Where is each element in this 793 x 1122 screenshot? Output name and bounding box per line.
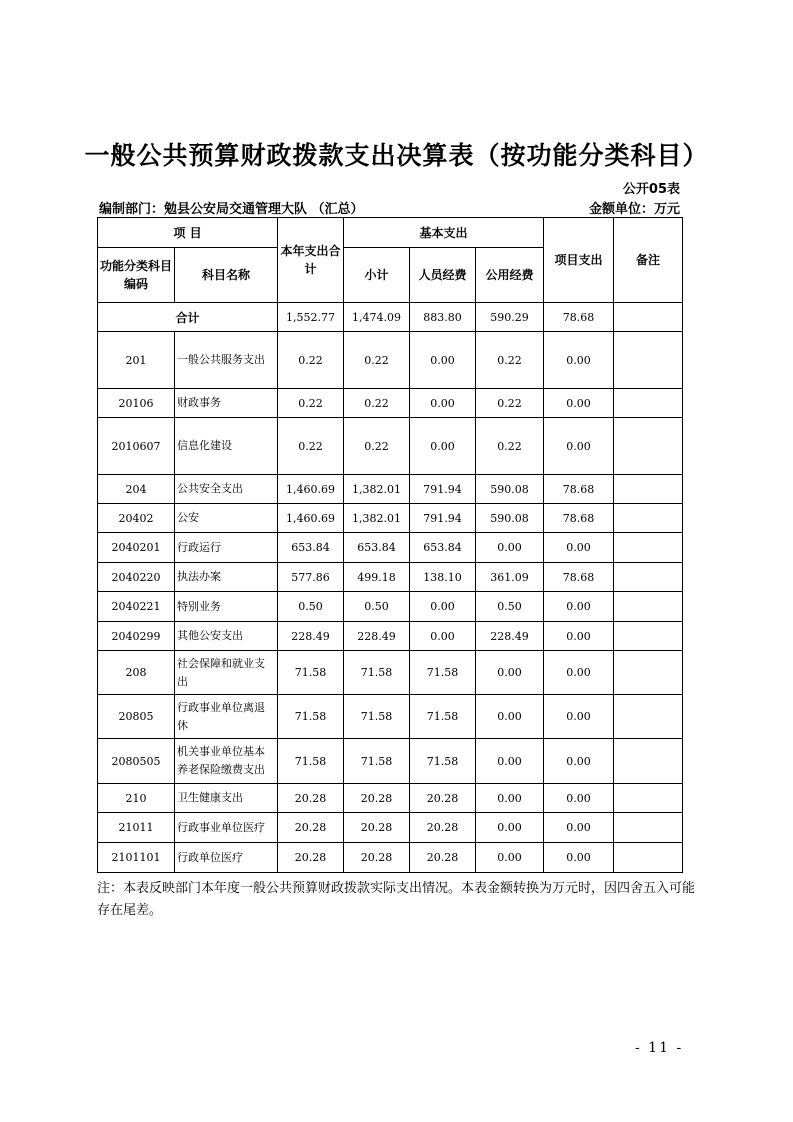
total-cell: 20.28 [278, 843, 344, 873]
header-project: 项目支出 [544, 218, 614, 303]
public-cell: 0.22 [476, 389, 544, 418]
code-cell: 2040221 [98, 592, 175, 622]
subtotal-cell: 71.58 [344, 695, 410, 739]
header-code: 功能分类科目编码 [98, 248, 175, 303]
subtotal-cell: 0.22 [344, 389, 410, 418]
public-cell: 0.00 [476, 813, 544, 843]
code-cell: 204 [98, 475, 175, 504]
personnel-cell: 20.28 [410, 843, 476, 873]
project-cell: 0.00 [544, 843, 614, 873]
code-cell: 210 [98, 784, 175, 813]
remark-cell [614, 389, 683, 418]
name-cell: 机关事业单位基本养老保险缴费支出 [175, 739, 278, 784]
project-cell: 78.68 [544, 504, 614, 533]
remark-cell [614, 843, 683, 873]
total-cell: 20.28 [278, 784, 344, 813]
total-cell: 71.58 [278, 651, 344, 695]
total-cell: 0.22 [278, 389, 344, 418]
subtotal-cell: 228.49 [344, 622, 410, 651]
subtotal-cell: 71.58 [344, 739, 410, 784]
public-cell: 361.09 [476, 563, 544, 592]
name-cell: 社会保障和就业支出 [175, 651, 278, 695]
name-cell: 卫生健康支出 [175, 784, 278, 813]
personnel-cell: 71.58 [410, 651, 476, 695]
remark-cell [614, 332, 683, 389]
subtotal-cell: 20.28 [344, 843, 410, 873]
personnel-cell: 71.58 [410, 695, 476, 739]
project-cell: 0.00 [544, 418, 614, 475]
subtotal-cell: 0.22 [344, 418, 410, 475]
table-row [98, 813, 683, 843]
personnel-cell: 20.28 [410, 784, 476, 813]
name-cell: 公安 [175, 504, 278, 533]
personnel-cell: 0.00 [410, 418, 476, 475]
personnel-cell: 883.80 [410, 303, 476, 332]
total-cell: 1,460.69 [278, 475, 344, 504]
table-row [98, 739, 683, 784]
total-cell: 20.28 [278, 813, 344, 843]
total-cell: 0.50 [278, 592, 344, 622]
project-cell: 0.00 [544, 622, 614, 651]
remark-cell [614, 475, 683, 504]
project-cell: 0.00 [544, 739, 614, 784]
personnel-cell: 138.10 [410, 563, 476, 592]
table-row [98, 332, 683, 389]
personnel-cell: 653.84 [410, 533, 476, 563]
table-row [98, 695, 683, 739]
total-row [98, 303, 683, 332]
remark-cell [614, 813, 683, 843]
public-cell: 0.00 [476, 739, 544, 784]
table-row [98, 563, 683, 592]
public-cell: 590.08 [476, 475, 544, 504]
subtotal-cell: 1,382.01 [344, 475, 410, 504]
public-cell: 0.22 [476, 332, 544, 389]
header-name: 科目名称 [175, 248, 278, 303]
project-cell: 78.68 [544, 475, 614, 504]
header-personnel: 人员经费 [410, 248, 476, 303]
remark-cell [614, 784, 683, 813]
department-label: 编制部门：勉县公安局交通管理大队 （汇总） [99, 202, 364, 217]
name-cell: 特别业务 [175, 592, 278, 622]
remark-cell [614, 303, 683, 332]
public-cell: 0.00 [476, 843, 544, 873]
personnel-cell: 71.58 [410, 739, 476, 784]
table-row [98, 784, 683, 813]
public-cell: 0.00 [476, 695, 544, 739]
project-cell: 78.68 [544, 563, 614, 592]
name-cell: 行政事业单位离退休 [175, 695, 278, 739]
table-row [98, 504, 683, 533]
remark-cell [614, 418, 683, 475]
code-cell: 2101101 [98, 843, 175, 873]
total-cell: 71.58 [278, 695, 344, 739]
header-basic: 基本支出 [344, 218, 544, 248]
code-cell: 2040201 [98, 533, 175, 563]
page-number: - 11 - [635, 1040, 684, 1056]
table-row [98, 389, 683, 418]
remark-cell [614, 739, 683, 784]
table-row [98, 843, 683, 873]
table-row [98, 592, 683, 622]
name-cell: 行政事业单位医疗 [175, 813, 278, 843]
header-remark: 备注 [614, 218, 683, 303]
project-cell: 0.00 [544, 813, 614, 843]
personnel-cell: 0.00 [410, 592, 476, 622]
project-cell: 0.00 [544, 695, 614, 739]
name-cell: 一般公共服务支出 [175, 332, 278, 389]
subtotal-cell: 1,474.09 [344, 303, 410, 332]
personnel-cell: 0.00 [410, 332, 476, 389]
code-cell: 2080505 [98, 739, 175, 784]
total-cell: 1,552.77 [278, 303, 344, 332]
remark-cell [614, 622, 683, 651]
subtotal-cell: 20.28 [344, 784, 410, 813]
public-cell: 0.00 [476, 651, 544, 695]
name-cell: 执法办案 [175, 563, 278, 592]
total-cell: 0.22 [278, 418, 344, 475]
remark-cell [614, 592, 683, 622]
public-cell: 228.49 [476, 622, 544, 651]
table-row [98, 533, 683, 563]
public-cell: 0.22 [476, 418, 544, 475]
name-cell: 行政运行 [175, 533, 278, 563]
code-cell: 2040220 [98, 563, 175, 592]
header-total: 本年支出合计 [278, 218, 344, 303]
header-item: 项 目 [98, 218, 278, 248]
footnote: 注：本表反映部门本年度一般公共预算财政拨款实际支出情况。本表金额转换为万元时，因四舍五入可能存在尾差。 [97, 881, 696, 918]
code-cell: 2040299 [98, 622, 175, 651]
total-cell: 577.86 [278, 563, 344, 592]
project-cell: 0.00 [544, 592, 614, 622]
code-cell: 2010607 [98, 418, 175, 475]
expenditure-table [97, 217, 683, 873]
subtotal-cell: 0.22 [344, 332, 410, 389]
remark-cell [614, 695, 683, 739]
code-cell: 20106 [98, 389, 175, 418]
personnel-cell: 791.94 [410, 504, 476, 533]
table-row [98, 418, 683, 475]
total-cell: 1,460.69 [278, 504, 344, 533]
remark-cell [614, 563, 683, 592]
remark-cell [614, 533, 683, 563]
project-cell: 0.00 [544, 389, 614, 418]
header-public: 公用经费 [476, 248, 544, 303]
subtotal-cell: 71.58 [344, 651, 410, 695]
table-row [98, 475, 683, 504]
total-cell: 71.58 [278, 739, 344, 784]
name-cell: 信息化建设 [175, 418, 278, 475]
code-cell: 20402 [98, 504, 175, 533]
document-title: 一般公共预算财政拨款支出决算表（按功能分类科目） [84, 141, 709, 170]
total-cell: 228.49 [278, 622, 344, 651]
remark-cell [614, 651, 683, 695]
public-cell: 0.00 [476, 784, 544, 813]
public-cell: 590.29 [476, 303, 544, 332]
header-subtotal: 小计 [344, 248, 410, 303]
remark-cell [614, 504, 683, 533]
code-cell: 201 [98, 332, 175, 389]
subtotal-cell: 20.28 [344, 813, 410, 843]
name-cell: 财政事务 [175, 389, 278, 418]
table-row [98, 622, 683, 651]
subtotal-cell: 499.18 [344, 563, 410, 592]
project-cell: 0.00 [544, 332, 614, 389]
code-cell: 20805 [98, 695, 175, 739]
subtotal-cell: 653.84 [344, 533, 410, 563]
subtotal-cell: 0.50 [344, 592, 410, 622]
code-cell: 208 [98, 651, 175, 695]
personnel-cell: 0.00 [410, 622, 476, 651]
total-cell: 0.22 [278, 332, 344, 389]
total-label: 合计 [98, 303, 278, 332]
subtotal-cell: 1,382.01 [344, 504, 410, 533]
name-cell: 其他公安支出 [175, 622, 278, 651]
amount-unit-label: 金额单位：万元 [588, 202, 680, 217]
public-cell: 0.00 [476, 533, 544, 563]
public-cell: 0.50 [476, 592, 544, 622]
name-cell: 公共安全支出 [175, 475, 278, 504]
public-cell: 590.08 [476, 504, 544, 533]
personnel-cell: 791.94 [410, 475, 476, 504]
project-cell: 0.00 [544, 533, 614, 563]
total-cell: 653.84 [278, 533, 344, 563]
form-number: 公开05表 [622, 182, 680, 197]
code-cell: 21011 [98, 813, 175, 843]
name-cell: 行政单位医疗 [175, 843, 278, 873]
personnel-cell: 20.28 [410, 813, 476, 843]
personnel-cell: 0.00 [410, 389, 476, 418]
project-cell: 78.68 [544, 303, 614, 332]
table-row [98, 651, 683, 695]
project-cell: 0.00 [544, 784, 614, 813]
project-cell: 0.00 [544, 651, 614, 695]
